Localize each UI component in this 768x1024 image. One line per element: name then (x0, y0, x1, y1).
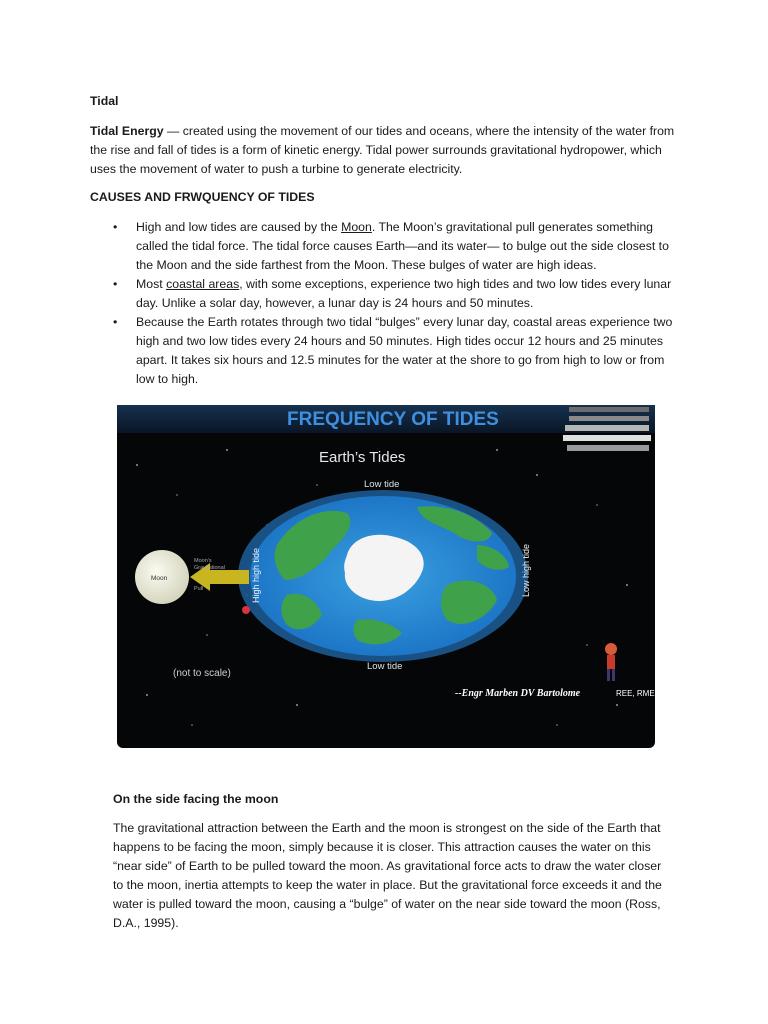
label-low-tide-bottom: Low tide (367, 661, 403, 672)
page-title: Tidal (90, 94, 119, 108)
pull-label-3: Pull (194, 586, 204, 592)
moon-label: Moon (151, 575, 168, 582)
causes-list (113, 218, 673, 389)
figure-credit-suffix: REE, RME (616, 689, 655, 698)
intro-text: — created using the movement of our tides and oceans, where the intensity of the water from the rise and fall of tides is a form of kinetic energy. Tidal power surrounds gravitational hydropower, which uses the movement of water to push a turbine to generate electricity. (90, 124, 675, 176)
scale-note: (not to scale) (173, 668, 231, 679)
list-item: • Most coastal areas, with some exceptions, experience two high tides and two low tides every lunar day. Unlike a solar day, however, a lunar day is 24 hours and 50 minutes. (113, 275, 673, 313)
intro-paragraph (90, 122, 690, 179)
section2-body: The gravitational attraction between the Earth and the moon is strongest on the side of the Earth that happens to be facing the moon, simply because it is closer. This attraction causes the water on this “near side” of Earth to be pulled toward the moon. As gravitational force acts to draw the water closer to the moon, inertia attempts to keep the water in place. But the gravitational force exceeds it and the water is pulled toward the moon, causing a “bulge” of water on the near side toward the moon (Ross, D.A., 1995). (113, 821, 662, 930)
label-high-tide-left: High high tide (251, 547, 261, 603)
label-low-tide-top: Low tide (364, 479, 400, 490)
figure-subtitle: Earth’s Tides (319, 449, 406, 466)
banner-title: FREQUENCY OF TIDES (287, 409, 499, 430)
list-item: • Because the Earth rotates through two tidal “bulges” every lunar day, coastal areas experience two high and two low tides every 24 hours and 50 minutes. High tides occur 12 hours and 25 minutes apart. It takes six hours and 12.5 minutes for the water at the shore to go from high to low or from low to high. (113, 313, 673, 389)
moon-link[interactable]: Moon (341, 220, 372, 234)
list-item: • High and low tides are caused by the Moon. The Moon’s gravitational pull generates something called the tidal force. The tidal force causes Earth—and its water— to bulge out the side closest to the Moon and the side farthest from the Moon. These bulges of water are high ideas. (113, 218, 673, 275)
figure-credit: --Engr Marben DV Bartolome (455, 688, 581, 699)
section2-heading: On the side facing the moon (113, 792, 279, 806)
tides-figure (117, 405, 655, 748)
pull-label-1: Moon’s (194, 558, 212, 564)
causes-heading: CAUSES AND FRWQUENCY OF TIDES (90, 190, 315, 204)
cartoon-character (605, 643, 617, 681)
label-low-tide-right: Low high tide (521, 543, 531, 597)
location-marker (242, 606, 250, 614)
coastal-areas-link[interactable]: coastal areas (166, 277, 240, 291)
pull-label-2: Gravitational (194, 565, 225, 571)
intro-term: Tidal Energy (90, 124, 164, 138)
